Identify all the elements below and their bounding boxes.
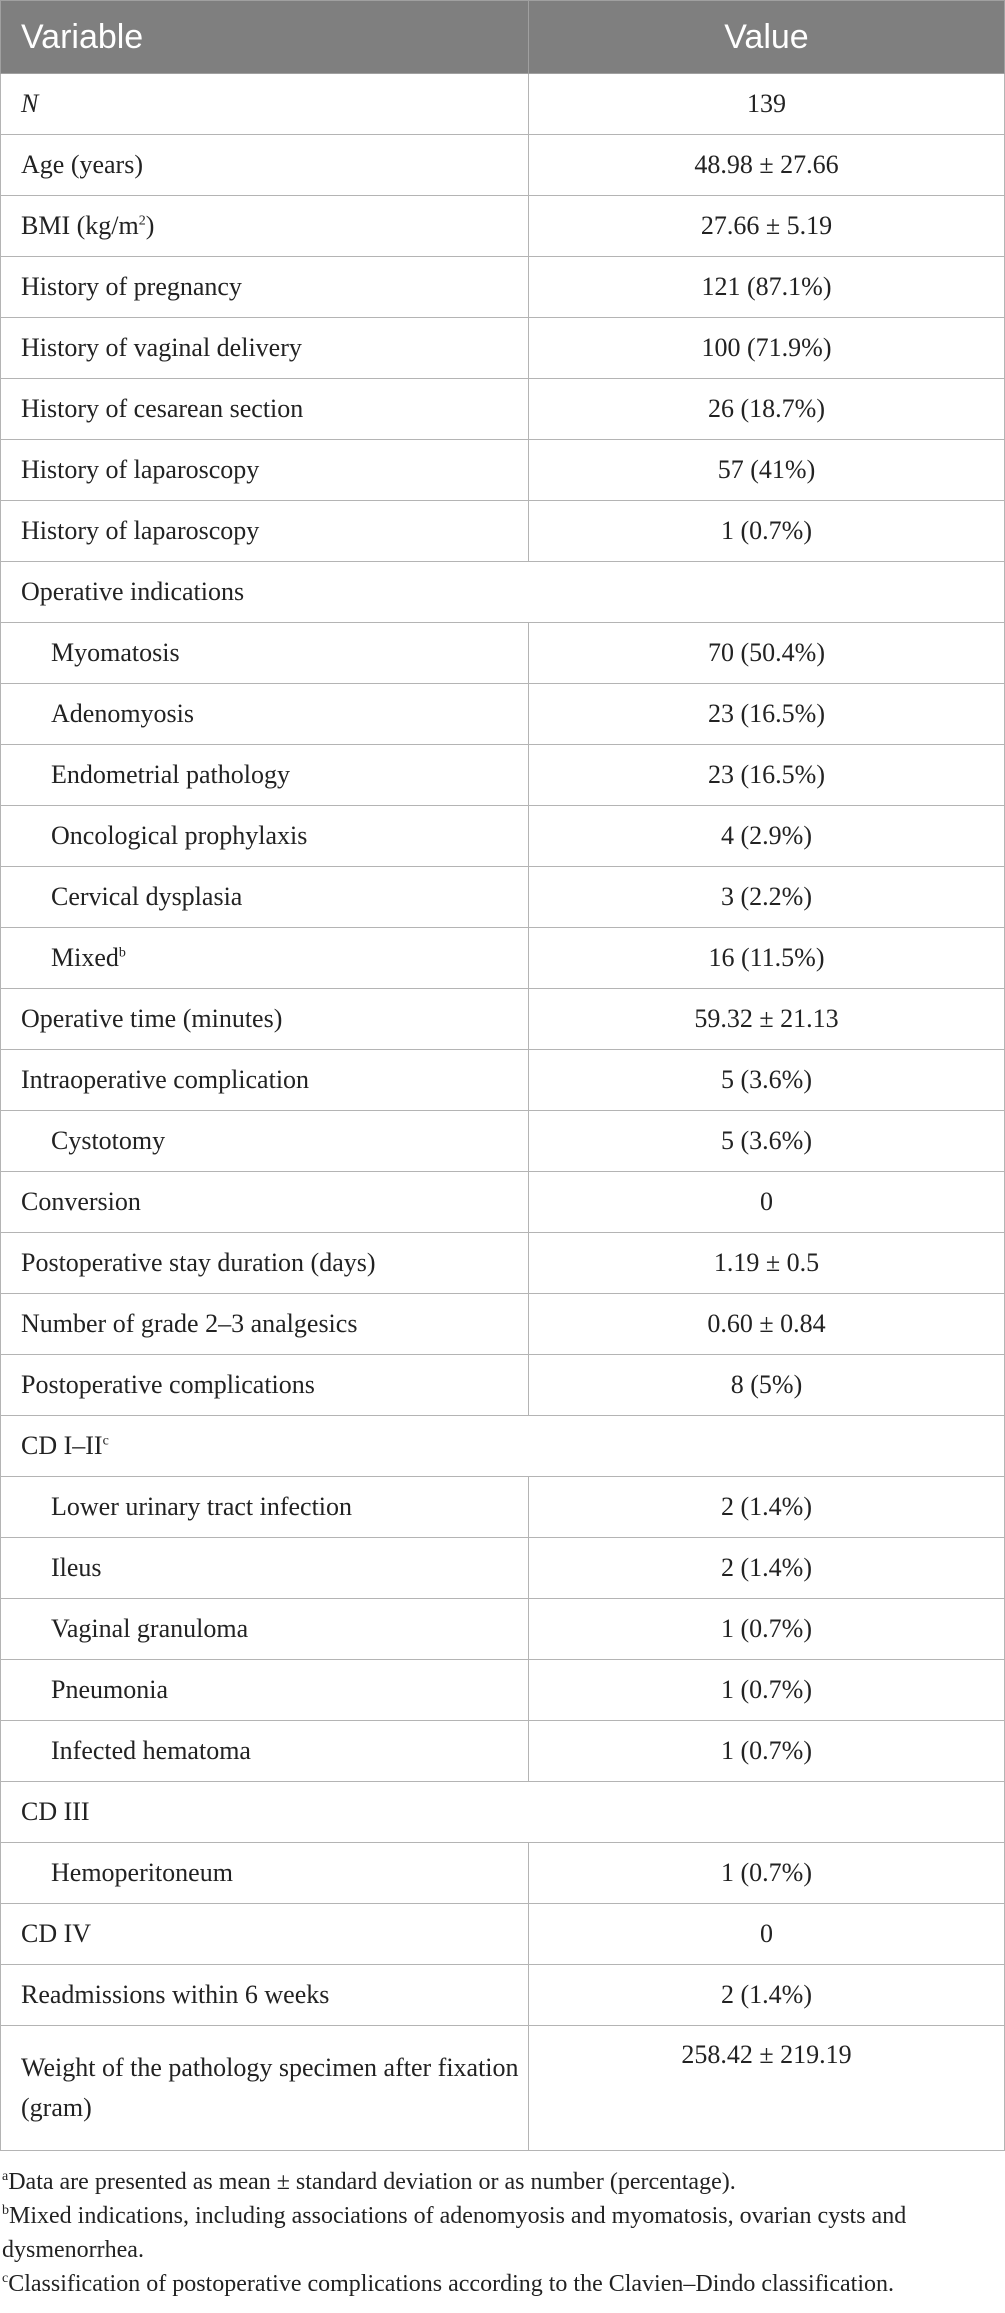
table-row — [1, 135, 1005, 196]
row-label: Weight of the pathology specimen after fixation (gram) — [1, 2026, 529, 2151]
row-value: 1.19 ± 0.5 — [529, 1233, 1005, 1294]
row-label: History of vaginal delivery — [1, 318, 529, 379]
table-row — [1, 928, 1005, 989]
row-value: 0.60 ± 0.84 — [529, 1294, 1005, 1355]
row-value: 26 (18.7%) — [529, 379, 1005, 440]
table-row — [1, 74, 1005, 135]
row-value: 48.98 ± 27.66 — [529, 135, 1005, 196]
footnote-mark: c — [2, 2271, 9, 2286]
row-value: 0 — [529, 1172, 1005, 1233]
row-value: 258.42 ± 219.19 — [529, 2026, 1005, 2151]
row-value: 59.32 ± 21.13 — [529, 989, 1005, 1050]
row-value: 23 (16.5%) — [529, 684, 1005, 745]
row-value: 3 (2.2%) — [529, 867, 1005, 928]
row-value: 1 (0.7%) — [529, 1843, 1005, 1904]
table-row — [1, 989, 1005, 1050]
row-value: 5 (3.6%) — [529, 1111, 1005, 1172]
row-label: Readmissions within 6 weeks — [1, 1965, 529, 2026]
row-value: 139 — [529, 74, 1005, 135]
table-row — [1, 1355, 1005, 1416]
row-value: 57 (41%) — [529, 440, 1005, 501]
section-row — [1, 1416, 1005, 1477]
table-row — [1, 318, 1005, 379]
footnote-mark: b — [2, 2203, 9, 2218]
row-value: 5 (3.6%) — [529, 1050, 1005, 1111]
row-label: Vaginal granuloma — [1, 1599, 529, 1660]
table-row — [1, 1294, 1005, 1355]
row-value: 4 (2.9%) — [529, 806, 1005, 867]
table-row — [1, 684, 1005, 745]
row-value: 0 — [529, 1904, 1005, 1965]
row-label: CD IV — [1, 1904, 529, 1965]
table-row — [1, 867, 1005, 928]
section-row — [1, 1782, 1005, 1843]
row-value: 23 (16.5%) — [529, 745, 1005, 806]
table-row — [1, 1172, 1005, 1233]
row-value: 2 (1.4%) — [529, 1538, 1005, 1599]
footnote-c — [2, 2267, 1003, 2301]
label-text: Mixed — [51, 943, 119, 972]
row-value: 2 (1.4%) — [529, 1965, 1005, 2026]
row-value: 1 (0.7%) — [529, 1721, 1005, 1782]
table-row — [1, 1233, 1005, 1294]
footnote-text: Data are presented as mean ± standard deviation or as number (percentage). — [8, 2169, 736, 2195]
table-row — [1, 196, 1005, 257]
row-label: Age (years) — [1, 135, 529, 196]
table-row — [1, 1904, 1005, 1965]
row-label: Oncological prophylaxis — [1, 806, 529, 867]
superscript: c — [102, 1433, 109, 1449]
table-row — [1, 1050, 1005, 1111]
footnote-mark: a — [2, 2169, 9, 2184]
row-label: History of cesarean section — [1, 379, 529, 440]
table-row — [1, 1843, 1005, 1904]
row-value: 1 (0.7%) — [529, 1599, 1005, 1660]
table-footnotes — [0, 2151, 1005, 2301]
table-row — [1, 806, 1005, 867]
section-label: Operative indications — [1, 562, 1005, 623]
table-row — [1, 257, 1005, 318]
superscript: 2 — [138, 213, 146, 229]
row-label: Conversion — [1, 1172, 529, 1233]
footnote-b — [2, 2199, 1003, 2267]
superscript: b — [118, 945, 126, 961]
label-tail: ) — [145, 211, 155, 240]
row-value: 16 (11.5%) — [529, 928, 1005, 989]
row-label: Hemoperitoneum — [1, 1843, 529, 1904]
table-row — [1, 440, 1005, 501]
table-row — [1, 1965, 1005, 2026]
row-label: Postoperative complications — [1, 1355, 529, 1416]
row-label: History of laparoscopy — [1, 440, 529, 501]
row-label — [1, 196, 529, 257]
footnote-text: Mixed indications, including associations of adenomyosis and myomatosis, ovarian cysts and dysmenorrhea. — [2, 2203, 907, 2263]
table-row — [1, 1660, 1005, 1721]
table-row — [1, 2026, 1005, 2151]
row-value: 8 (5%) — [529, 1355, 1005, 1416]
row-label: N — [1, 74, 529, 135]
header-value: Value — [529, 1, 1005, 74]
section-label — [1, 1416, 1005, 1477]
row-value: 70 (50.4%) — [529, 623, 1005, 684]
row-label: Infected hematoma — [1, 1721, 529, 1782]
section-label: CD III — [1, 1782, 1005, 1843]
row-label — [1, 928, 529, 989]
row-label: Cystotomy — [1, 1111, 529, 1172]
row-label: Lower urinary tract infection — [1, 1477, 529, 1538]
footnote-text: Classification of postoperative complications according to the Clavien–Dindo classification. — [8, 2271, 894, 2297]
table-row — [1, 745, 1005, 806]
row-label: Number of grade 2–3 analgesics — [1, 1294, 529, 1355]
header-variable: Variable — [1, 1, 529, 74]
table-row — [1, 1599, 1005, 1660]
row-label: Myomatosis — [1, 623, 529, 684]
row-value: 121 (87.1%) — [529, 257, 1005, 318]
label-text: BMI (kg/m — [21, 211, 139, 240]
row-value: 27.66 ± 5.19 — [529, 196, 1005, 257]
table-row — [1, 1538, 1005, 1599]
label-text: CD I–II — [21, 1431, 103, 1460]
row-label: Operative time (minutes) — [1, 989, 529, 1050]
row-label: History of pregnancy — [1, 257, 529, 318]
table-row — [1, 1477, 1005, 1538]
row-label: Postoperative stay duration (days) — [1, 1233, 529, 1294]
row-value: 100 (71.9%) — [529, 318, 1005, 379]
table-row — [1, 1721, 1005, 1782]
footnote-a — [2, 2165, 1003, 2199]
row-label: Ileus — [1, 1538, 529, 1599]
row-label: Cervical dysplasia — [1, 867, 529, 928]
table-row — [1, 379, 1005, 440]
row-value: 2 (1.4%) — [529, 1477, 1005, 1538]
row-value: 1 (0.7%) — [529, 501, 1005, 562]
row-value: 1 (0.7%) — [529, 1660, 1005, 1721]
table-row — [1, 1111, 1005, 1172]
row-label: Pneumonia — [1, 1660, 529, 1721]
table-header-row — [1, 1, 1005, 74]
row-label: Intraoperative complication — [1, 1050, 529, 1111]
row-label: Endometrial pathology — [1, 745, 529, 806]
table-row — [1, 623, 1005, 684]
table-row — [1, 501, 1005, 562]
section-row — [1, 562, 1005, 623]
row-label: Adenomyosis — [1, 684, 529, 745]
row-label: History of laparoscopy — [1, 501, 529, 562]
